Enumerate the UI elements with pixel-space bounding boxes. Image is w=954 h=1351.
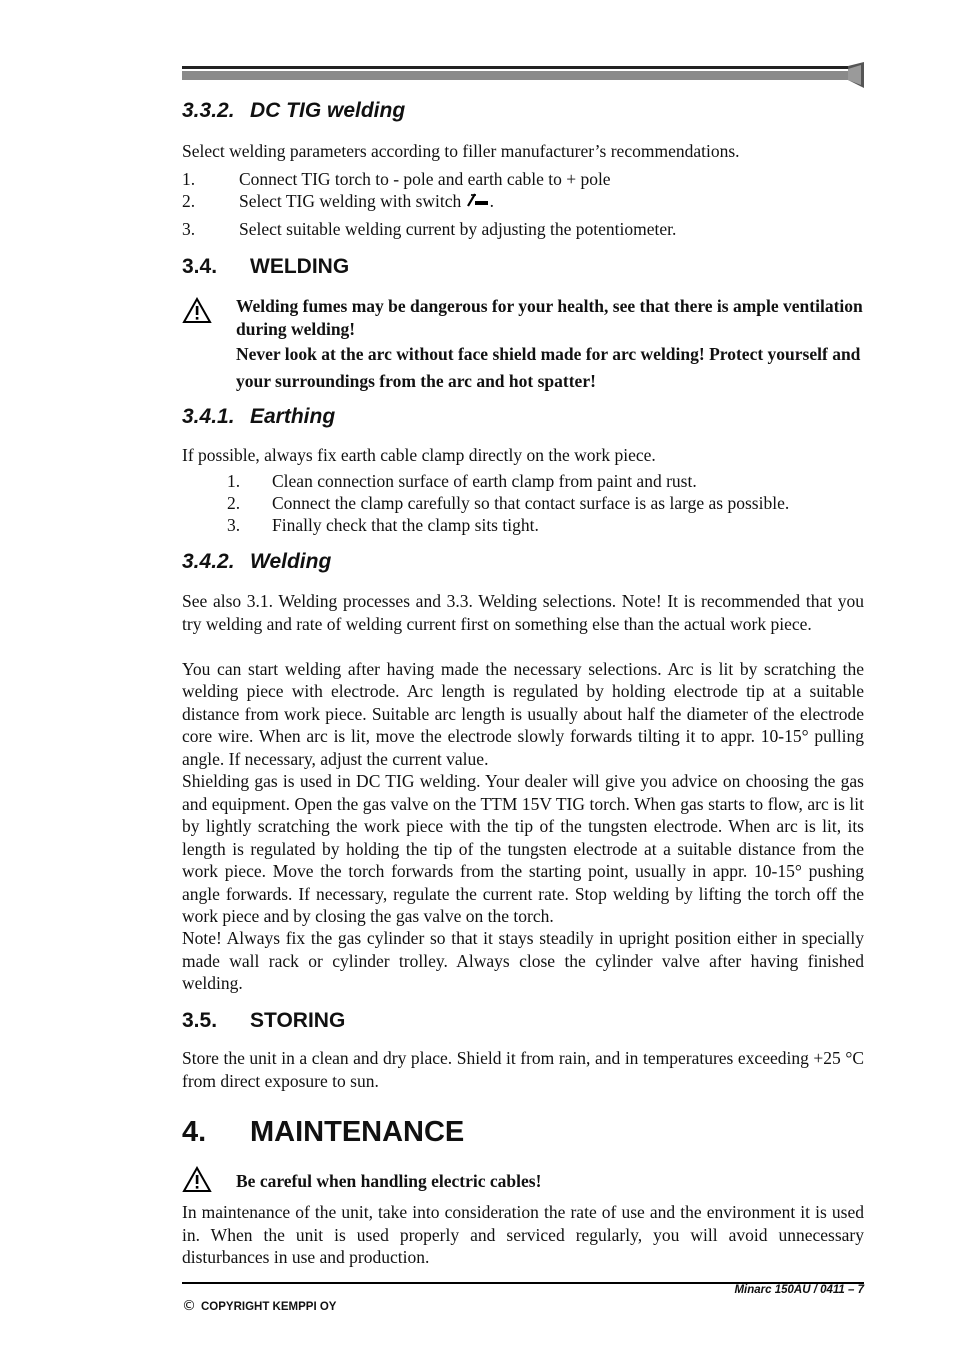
warning-triangle-icon bbox=[182, 1166, 212, 1193]
warning-text-cables: Be careful when handling electric cables! bbox=[236, 1171, 542, 1191]
paragraph-maintenance: In maintenance of the unit, take into consideration the rate of use and the environment it is used in. When the unit is used properly and serviced regularly, you will avoid unnecessary disturbances in use and production. bbox=[182, 1202, 864, 1267]
list-item: 2. Connect the clamp carefully so that contact surface is as large as possible. bbox=[227, 493, 790, 513]
copyright-text: COPYRIGHT KEMPPI OY bbox=[201, 1301, 337, 1313]
chapter-heading-4: 4. MAINTENANCE bbox=[182, 1116, 465, 1148]
paragraph-storing: Store the unit in a clean and dry place. Shield it from rain, and in temperatures exceeding +25 °C from direct exposure to sun. bbox=[182, 1048, 864, 1091]
section-heading-3-4-2: 3.4.2. Welding bbox=[182, 550, 332, 573]
section-heading-3-3-2: 3.3.2. DC TIG welding bbox=[182, 99, 406, 122]
list-item: 1. Clean connection surface of earth clamp from paint and rust. bbox=[227, 471, 697, 491]
section-heading-3-4-1: 3.4.1. Earthing bbox=[182, 405, 336, 428]
paragraph-earthing-intro: If possible, always fix earth cable clamp directly on the work piece. bbox=[182, 445, 656, 465]
paragraph-dc-tig-intro: Select welding parameters according to filler manufacturer’s recommendations. bbox=[182, 141, 740, 161]
list-item: 3. Finally check that the clamp sits tight. bbox=[227, 515, 539, 535]
section-heading-3-4: 3.4. WELDING bbox=[182, 255, 350, 278]
paragraph-welding-note: See also 3.1. Welding processes and 3.3. Welding selections. Note! It is recommended that you try welding and rate of welding current first on something else than the actual work piece. bbox=[182, 591, 864, 634]
list-item: 1. Connect TIG torch to - pole and earth cable to + pole bbox=[182, 169, 611, 189]
section-heading-3-5: 3.5. STORING bbox=[182, 1009, 346, 1032]
footer-doc-ref: Minarc 150AU / 0411 – 7 bbox=[734, 1284, 864, 1296]
tig-switch-icon bbox=[466, 192, 490, 208]
list-item: 2. Select TIG welding with switch . bbox=[182, 191, 495, 211]
paragraph-tig-welding: Shielding gas is used in DC TIG welding. Your dealer will give you advice on choosing the gas and equipment. Open the gas valve on the TTM 15V TIG torch. When gas starts to flow, arc is lit by lightly scratching the work piece with the tip of the tungsten electrode. When arc is lit, its length is regulated by holding the tip of the tungsten electrode at a suitable distance from the work piece. Move the torch forwards from the starting point, usually in appr. 10-15° pushing angle forwards. If necessary, regulate the current rate. Stop welding by lifting the torch off the work piece and by closing the gas valve on the torch. bbox=[182, 771, 864, 926]
paragraph-gas-cylinder-note: Note! Always fix the gas cylinder so that it stays steadily in upright position either in specially made wall rack or cylinder trolley. Always close the cylinder valve after having finished welding. bbox=[182, 928, 864, 993]
list-item-text: Select TIG welding with switch bbox=[239, 191, 462, 211]
warning-text-arc: Never look at the arc without face shield made for arc welding! Protect yourself and your surroundings from the arc and hot spatter! bbox=[236, 344, 861, 391]
warning-text-fumes: Welding fumes may be dangerous for your health, see that there is ample ventilation during welding! bbox=[236, 296, 863, 339]
list-item: 3. Select suitable welding current by adjusting the potentiometer. bbox=[182, 219, 677, 239]
warning-triangle-icon bbox=[182, 297, 212, 324]
paragraph-electrode-welding: You can start welding after having made the necessary selections. Arc is lit by scratching the welding piece with electrode. Arc length is regulated by holding electrode tip at a suitable distance from work piece. Suitable arc length is usually about half the diameter of the electrode core wire. When arc is lit, move the electrode slowly forwards tilting it to appr. 10-15° pulling angle. If necessary, adjust the current value. bbox=[182, 658, 864, 769]
copyright-symbol: © bbox=[182, 1298, 196, 1314]
header-rule bbox=[182, 62, 864, 88]
footer-copyright bbox=[182, 1298, 336, 1314]
list-item-suffix: . bbox=[489, 191, 495, 211]
